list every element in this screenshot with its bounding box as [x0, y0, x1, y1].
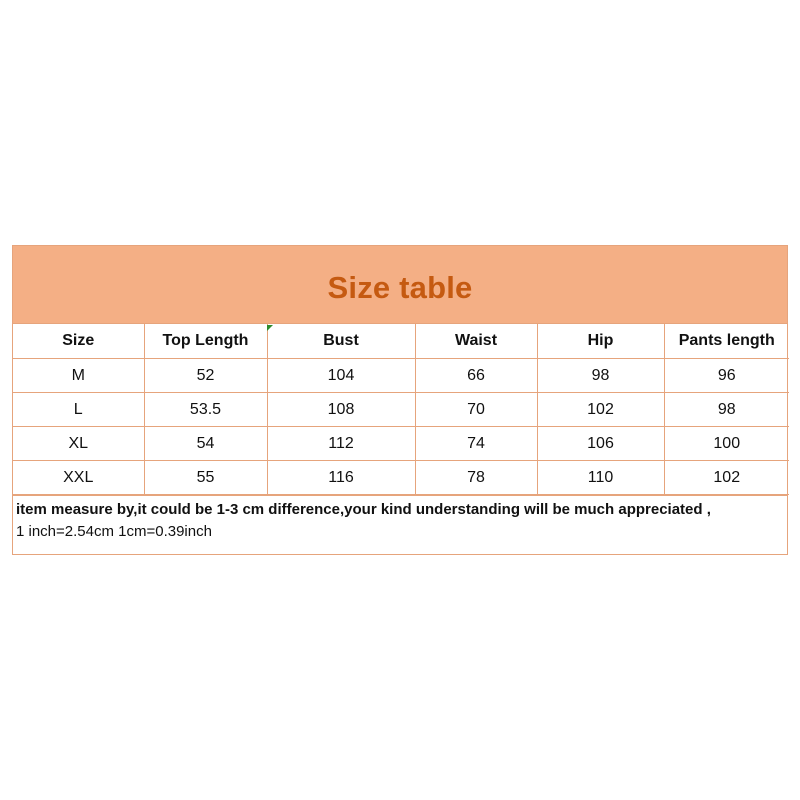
measurement-note: [13, 495, 787, 559]
column-header-hip: Hip: [537, 324, 664, 359]
table-cell: 102: [537, 393, 664, 427]
table-cell: 100: [664, 427, 789, 461]
column-header-top-length: Top Length: [144, 324, 267, 359]
table-cell: 102: [664, 461, 789, 495]
table-row: [13, 393, 789, 427]
table-cell: 98: [664, 393, 789, 427]
table-cell: 55: [144, 461, 267, 495]
table-cell: 53.5: [144, 393, 267, 427]
table-cell: 110: [537, 461, 664, 495]
table-cell: 78: [415, 461, 537, 495]
column-header-waist: Waist: [415, 324, 537, 359]
table-cell: L: [13, 393, 144, 427]
table-cell: XL: [13, 427, 144, 461]
measurement-note-text: item measure by,it could be 1-3 cm difference,your kind understanding will be much appreciated ,: [16, 501, 711, 518]
table-row: [13, 359, 789, 393]
column-header-bust: Bust: [267, 324, 415, 359]
table-cell: 54: [144, 427, 267, 461]
table-row: [13, 427, 789, 461]
table-cell: 52: [144, 359, 267, 393]
table-cell: 104: [267, 359, 415, 393]
column-header-size: Size: [13, 324, 144, 359]
table-cell: 106: [537, 427, 664, 461]
size-chart: [12, 245, 788, 555]
column-header-pants-length: Pants length: [664, 324, 789, 359]
size-table: [13, 324, 789, 495]
table-cell: 70: [415, 393, 537, 427]
size-table-header: [13, 246, 787, 324]
table-cell: 112: [267, 427, 415, 461]
table-cell: 108: [267, 393, 415, 427]
table-cell: 74: [415, 427, 537, 461]
table-cell: 66: [415, 359, 537, 393]
table-cell: 98: [537, 359, 664, 393]
unit-conversion-text: 1 inch=2.54cm 1cm=0.39inch: [16, 523, 212, 540]
table-cell: 116: [267, 461, 415, 495]
size-table-title: Size table: [327, 269, 473, 305]
table-header-row: [13, 324, 789, 359]
table-row: [13, 461, 789, 495]
table-cell: M: [13, 359, 144, 393]
table-cell: XXL: [13, 461, 144, 495]
table-cell: 96: [664, 359, 789, 393]
cell-corner-marker: [267, 325, 273, 331]
